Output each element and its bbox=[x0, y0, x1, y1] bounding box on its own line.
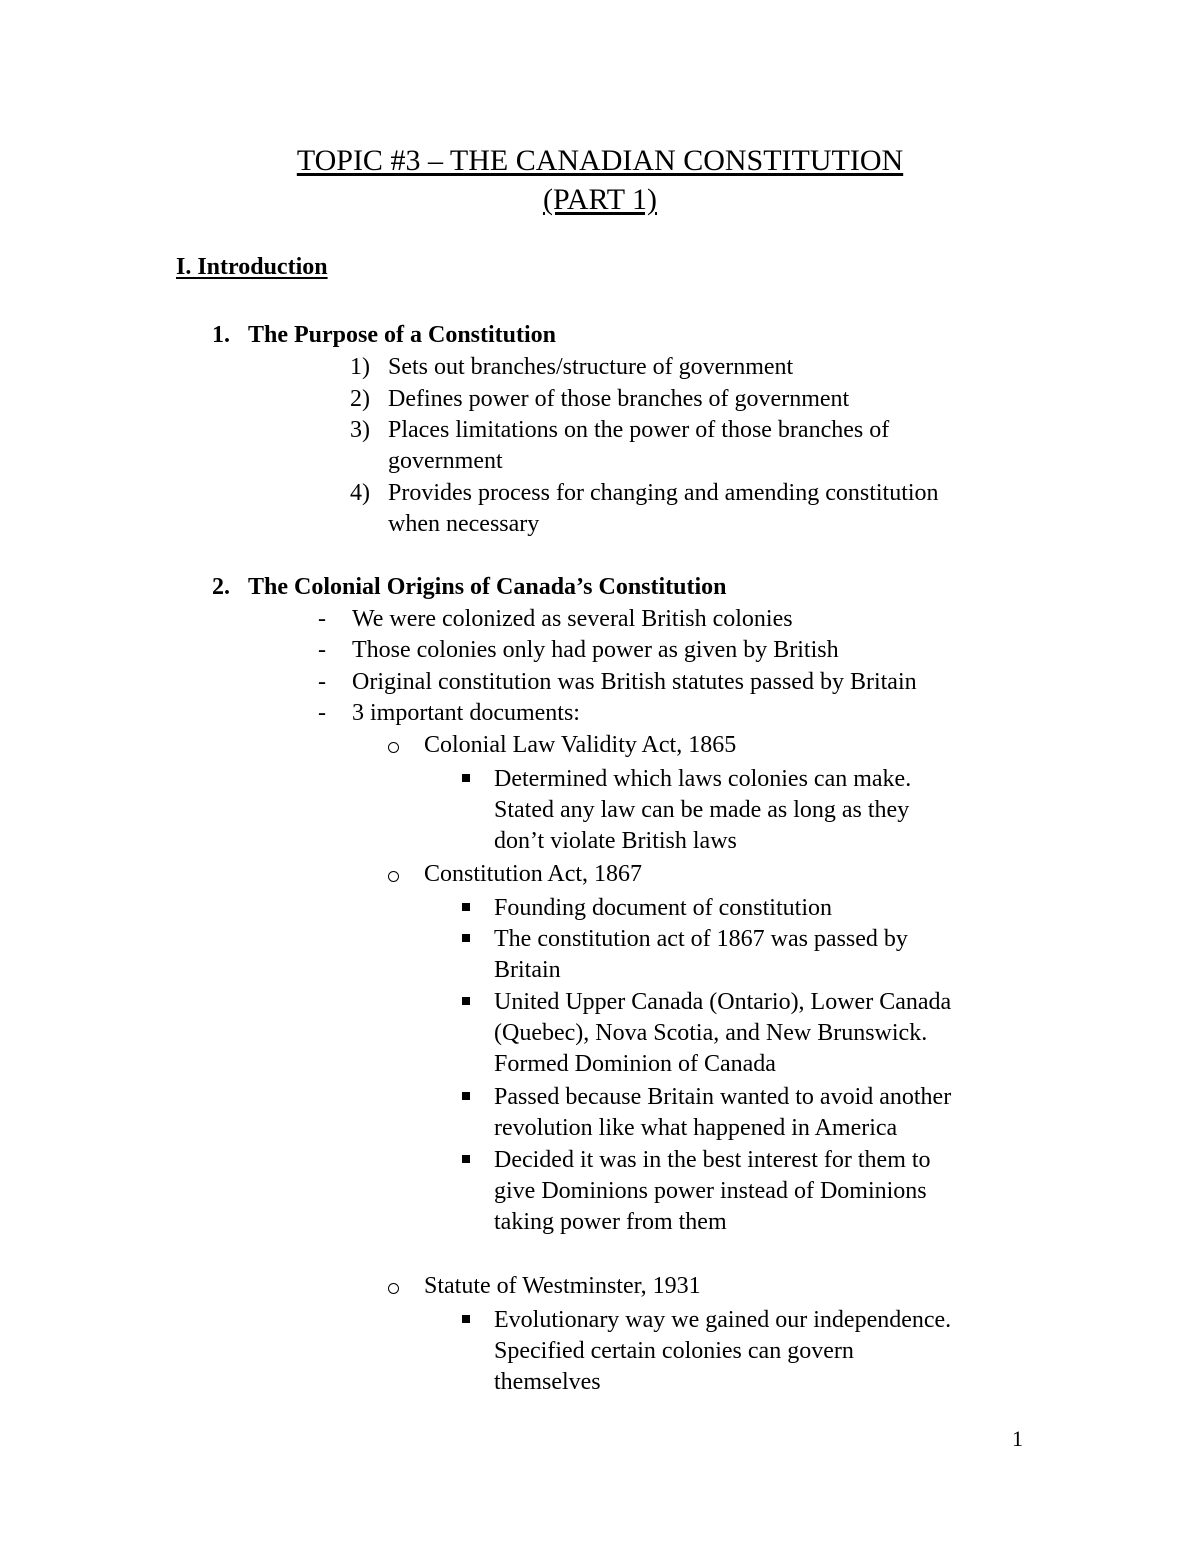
list-item-text: Provides process for changing and amending constitution bbox=[388, 480, 939, 506]
dash-item-text: Those colonies only had power as given by British bbox=[352, 637, 839, 663]
list-marker: 3) bbox=[350, 417, 370, 443]
list-item-text: Places limitations on the power of those branches of bbox=[388, 417, 890, 443]
point-text: United Upper Canada (Ontario), Lower Canada bbox=[494, 989, 952, 1015]
section-heading: I. Introduction bbox=[176, 254, 328, 280]
square-bullet-icon bbox=[462, 934, 470, 942]
list-item-text: Defines power of those branches of government bbox=[388, 386, 850, 412]
point-text: Founding document of constitution bbox=[494, 895, 832, 921]
point-text: Specified certain colonies can govern bbox=[494, 1338, 854, 1364]
point-text: don’t violate British laws bbox=[494, 828, 737, 854]
square-bullet-icon bbox=[462, 1315, 470, 1323]
subsection-heading: The Purpose of a Constitution bbox=[248, 322, 557, 348]
circle-bullet-icon bbox=[388, 1283, 399, 1294]
square-bullet-icon bbox=[462, 774, 470, 782]
list-item-text: government bbox=[388, 448, 503, 474]
dash-marker: - bbox=[318, 669, 326, 695]
point-text: Passed because Britain wanted to avoid another bbox=[494, 1084, 952, 1110]
page-title: TOPIC #3 – THE CANADIAN CONSTITUTION bbox=[296, 144, 904, 177]
document-name: Colonial Law Validity Act, 1865 bbox=[424, 732, 737, 758]
point-text: give Dominions power instead of Dominions bbox=[494, 1178, 927, 1204]
dash-marker: - bbox=[318, 700, 326, 726]
point-text: revolution like what happened in America bbox=[494, 1115, 898, 1141]
point-text: Formed Dominion of Canada bbox=[494, 1051, 776, 1077]
list-marker: 2) bbox=[350, 386, 370, 412]
circle-bullet-icon bbox=[388, 871, 399, 882]
subsection-heading: The Colonial Origins of Canada’s Constitution bbox=[248, 574, 727, 600]
list-marker: 1) bbox=[350, 354, 370, 380]
list-marker: 4) bbox=[350, 480, 370, 506]
dash-item-text: We were colonized as several British colonies bbox=[352, 606, 793, 632]
dash-item-text: 3 important documents: bbox=[352, 700, 580, 726]
page-subtitle: (PART 1) bbox=[542, 183, 658, 216]
point-text: Britain bbox=[494, 957, 561, 983]
square-bullet-icon bbox=[462, 903, 470, 911]
circle-bullet-icon bbox=[388, 742, 399, 753]
point-text: themselves bbox=[494, 1369, 601, 1395]
square-bullet-icon bbox=[462, 997, 470, 1005]
dash-item-text: Original constitution was British statutes passed by Britain bbox=[352, 669, 917, 695]
document-name: Constitution Act, 1867 bbox=[424, 861, 643, 887]
page-number: 1 bbox=[1012, 1426, 1023, 1451]
point-text: (Quebec), Nova Scotia, and New Brunswick. bbox=[494, 1020, 928, 1046]
point-text: Stated any law can be made as long as they bbox=[494, 797, 910, 823]
dash-marker: - bbox=[318, 637, 326, 663]
numbered-heading-marker: 1. bbox=[212, 322, 230, 348]
point-text: Determined which laws colonies can make. bbox=[494, 766, 912, 792]
square-bullet-icon bbox=[462, 1092, 470, 1100]
point-text: Evolutionary way we gained our independence. bbox=[494, 1307, 952, 1333]
numbered-heading-marker: 2. bbox=[212, 574, 230, 600]
document-name: Statute of Westminster, 1931 bbox=[424, 1273, 701, 1299]
list-item-text: Sets out branches/structure of government bbox=[388, 354, 794, 380]
point-text: Decided it was in the best interest for them to bbox=[494, 1147, 931, 1173]
list-item-text: when necessary bbox=[388, 511, 540, 537]
point-text: taking power from them bbox=[494, 1209, 727, 1235]
square-bullet-icon bbox=[462, 1155, 470, 1163]
point-text: The constitution act of 1867 was passed by bbox=[494, 926, 908, 952]
dash-marker: - bbox=[318, 606, 326, 632]
